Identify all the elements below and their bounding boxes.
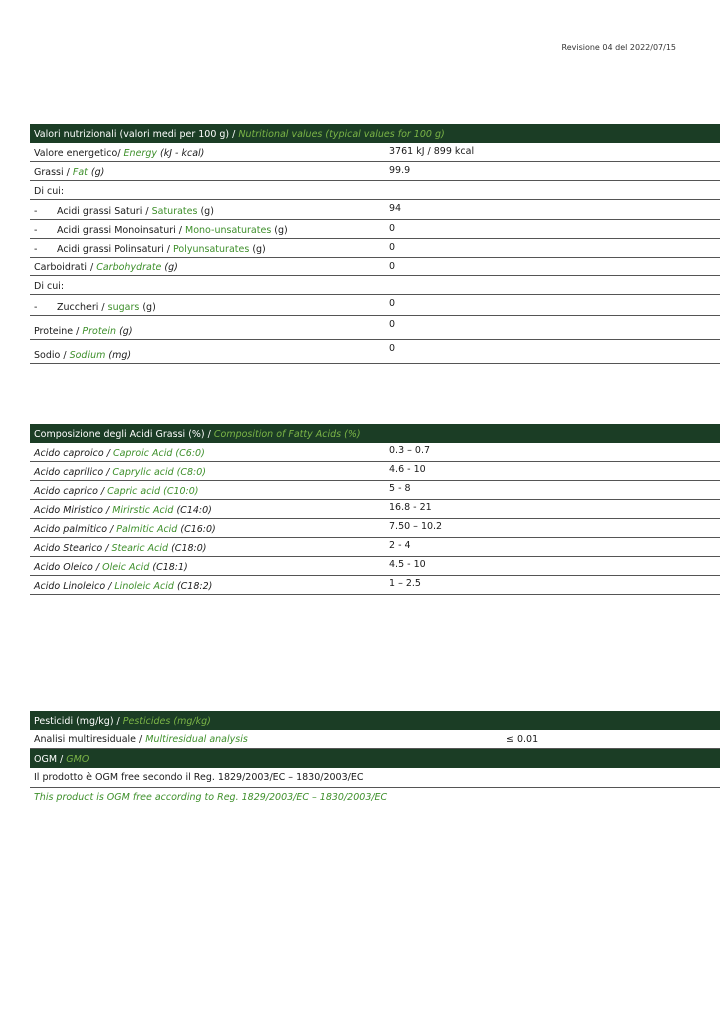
- nutrition-value: 0: [389, 223, 396, 234]
- fatty-acid-value: 7.50 – 10.2: [389, 521, 443, 532]
- pesticides-header: Pesticidi (mg/kg) / Pesticides (mg/kg): [30, 711, 720, 730]
- pesticides-value: ≤ 0.01: [506, 734, 539, 745]
- fatty-acid-value: 0.3 – 0.7: [389, 445, 431, 456]
- fatty-acid-row: Acido Linoleico / Linoleic Acid (C18:2) 1 – 2.5: [30, 576, 720, 595]
- nutrition-value: 94: [389, 203, 402, 214]
- fatty-acid-value: 4.5 - 10: [389, 559, 426, 570]
- fatty-acid-row: Acido caprilico / Caprylic acid (C8:0) 4.6 - 10: [30, 462, 720, 481]
- nutrition-row: - Acidi grassi Saturi / Saturates (g) 94: [30, 200, 720, 220]
- nutrition-value: 3761 kJ / 899 kcal: [389, 146, 475, 157]
- nutrition-value: 99.9: [389, 165, 411, 176]
- fatty-acid-value: 16.8 - 21: [389, 502, 432, 513]
- fatty-acid-value: 4.6 - 10: [389, 464, 426, 475]
- divider: [30, 787, 720, 788]
- fatty-acid-row: Acido Miristico / Mirirstic Acid (C14:0) 16.8 - 21: [30, 500, 720, 519]
- nutrition-table: [30, 124, 720, 364]
- nutrition-row: - Acidi grassi Monoinsaturi / Mono-unsaturates (g) 0: [30, 220, 720, 239]
- fatty-acid-row: Acido Oleico / Oleic Acid (C18:1) 4.5 - 10: [30, 557, 720, 576]
- fatty-acid-row: Acido palmitico / Palmitic Acid (C16:0) 7.50 – 10.2: [30, 519, 720, 538]
- nutrition-header: Valori nutrizionali (valori medi per 100 g) / Nutritional values (typical values for 100 g): [30, 124, 720, 143]
- gmo-text-en: This product is OGM free according to Reg. 1829/2003/EC – 1830/2003/EC: [34, 792, 388, 803]
- nutrition-row: Di cui:: [30, 181, 720, 200]
- nutrition-row: Grassi / Fat (g) 99.9: [30, 162, 720, 181]
- fatty-acids-header: Composizione degli Acidi Grassi (%) / Composition of Fatty Acids (%): [30, 424, 720, 443]
- nutrition-value: 0: [389, 343, 396, 354]
- fatty-acid-value: 2 - 4: [389, 540, 411, 551]
- revision-label: Revisione 04 del 2022/07/15: [561, 43, 676, 52]
- fatty-acid-value: 1 – 2.5: [389, 578, 421, 589]
- fatty-acids-table: [30, 424, 720, 595]
- nutrition-row: Di cui:: [30, 276, 720, 295]
- fatty-acid-row: Acido Stearico / Stearic Acid (C18:0) 2 - 4: [30, 538, 720, 557]
- gmo-header: OGM / GMO: [30, 749, 720, 768]
- gmo-text-it: Il prodotto è OGM free secondo il Reg. 1829/2003/EC – 1830/2003/EC: [34, 772, 364, 783]
- nutrition-row: Sodio / Sodium (mg) 0: [30, 340, 720, 364]
- fatty-acid-value: 5 - 8: [389, 483, 411, 494]
- fatty-acid-row: Acido caproico / Caproic Acid (C6:0) 0.3 – 0.7: [30, 443, 720, 462]
- nutrition-value: 0: [389, 261, 396, 272]
- pesticides-table: [30, 711, 720, 803]
- nutrition-row: Proteine / Protein (g) 0: [30, 316, 720, 340]
- nutrition-row: - Zuccheri / sugars (g) 0: [30, 295, 720, 316]
- nutrition-row: Carboidrati / Carbohydrate (g) 0: [30, 258, 720, 276]
- nutrition-row: Valore energetico/ Energy (kJ - kcal) 3761 kJ / 899 kcal: [30, 143, 720, 162]
- nutrition-value: 0: [389, 242, 396, 253]
- pesticides-row: Analisi multiresiduale / Multiresidual analysis ≤ 0.01: [30, 730, 720, 749]
- nutrition-row: - Acidi grassi Polinsaturi / Polyunsaturates (g) 0: [30, 239, 720, 258]
- fatty-acid-row: Acido caprico / Capric acid (C10:0) 5 - 8: [30, 481, 720, 500]
- nutrition-value: 0: [389, 298, 396, 309]
- nutrition-value: 0: [389, 319, 396, 330]
